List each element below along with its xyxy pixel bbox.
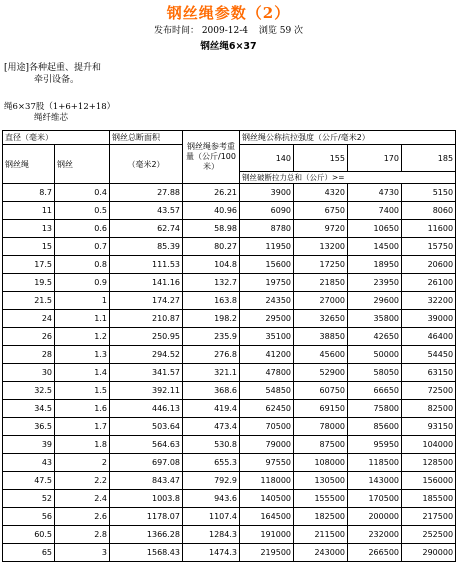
table-cell: 69150 [294, 400, 348, 418]
header-area: 钢丝总断面积 [110, 131, 183, 145]
table-cell: 266500 [348, 544, 402, 562]
table-cell: 156000 [402, 472, 456, 490]
table-cell: 15 [3, 238, 55, 256]
table-cell: 15750 [402, 238, 456, 256]
table-header-row [3, 131, 456, 145]
table-cell: 0.4 [55, 184, 110, 202]
table-cell: 14500 [348, 238, 402, 256]
header-strength: 钢丝绳公称抗拉强度（公斤/毫米2） [240, 131, 456, 145]
table-cell: 2.8 [55, 526, 110, 544]
table-cell: 792.9 [183, 472, 240, 490]
table-cell: 1178.07 [110, 508, 183, 526]
table-cell: 185500 [402, 490, 456, 508]
table-cell: 47.5 [3, 472, 55, 490]
table-cell: 85.39 [110, 238, 183, 256]
table-cell: 104.8 [183, 256, 240, 274]
table-cell: 341.57 [110, 364, 183, 382]
table-cell: 47800 [240, 364, 294, 382]
table-cell: 141.16 [110, 274, 183, 292]
table-cell: 30 [3, 364, 55, 382]
table-cell: 34.5 [3, 400, 55, 418]
table-cell: 8.7 [3, 184, 55, 202]
view-count: 浏览 59 次 [258, 26, 304, 36]
table-cell: 24 [3, 310, 55, 328]
table-row [3, 508, 456, 526]
table-cell: 1003.8 [110, 490, 183, 508]
table-cell: 8780 [240, 220, 294, 238]
table-cell: 503.64 [110, 418, 183, 436]
table-cell: 250.95 [110, 328, 183, 346]
table-cell: 1.4 [55, 364, 110, 382]
table-cell: 0.7 [55, 238, 110, 256]
table-row [3, 436, 456, 454]
table-cell: 65 [3, 544, 55, 562]
table-cell: 1474.3 [183, 544, 240, 562]
table-cell: 11950 [240, 238, 294, 256]
table-cell: 1.7 [55, 418, 110, 436]
table-row [3, 292, 456, 310]
table-cell: 11600 [402, 220, 456, 238]
table-cell: 6090 [240, 202, 294, 220]
table-cell: 78000 [294, 418, 348, 436]
table-cell: 23950 [348, 274, 402, 292]
table-cell: 85600 [348, 418, 402, 436]
header-grade-140: 140 [240, 145, 294, 172]
table-cell: 7400 [348, 202, 402, 220]
table-cell: 72500 [402, 382, 456, 400]
header-grade-155: 155 [294, 145, 348, 172]
table-cell: 15600 [240, 256, 294, 274]
table-cell: 2.2 [55, 472, 110, 490]
table-row [3, 310, 456, 328]
table-cell: 210.87 [110, 310, 183, 328]
table-cell: 42650 [348, 328, 402, 346]
table-cell: 97550 [240, 454, 294, 472]
table-cell: 0.5 [55, 202, 110, 220]
table-cell: 8060 [402, 202, 456, 220]
table-cell: 29500 [240, 310, 294, 328]
table-cell: 164500 [240, 508, 294, 526]
table-cell: 294.52 [110, 346, 183, 364]
table-cell: 155500 [294, 490, 348, 508]
structure-line-2: 绳纤维芯 [34, 113, 69, 123]
table-cell: 26100 [402, 274, 456, 292]
table-cell: 111.53 [110, 256, 183, 274]
structure-line-1: 绳6×37股（1+6+12+18） [4, 102, 116, 112]
table-row [3, 346, 456, 364]
table-row [3, 472, 456, 490]
table-cell: 32.5 [3, 382, 55, 400]
table-cell: 54450 [402, 346, 456, 364]
table-cell: 252500 [402, 526, 456, 544]
table-cell: 60750 [294, 382, 348, 400]
table-row [3, 490, 456, 508]
table-cell: 200000 [348, 508, 402, 526]
table-cell: 26.21 [183, 184, 240, 202]
table-cell: 174.27 [110, 292, 183, 310]
table-row [3, 220, 456, 238]
table-row [3, 328, 456, 346]
table-cell: 3900 [240, 184, 294, 202]
table-cell: 40.96 [183, 202, 240, 220]
table-cell: 170500 [348, 490, 402, 508]
table-cell: 21850 [294, 274, 348, 292]
table-row [3, 256, 456, 274]
header-diameter: 直径（毫米） [3, 131, 110, 145]
table-cell: 697.08 [110, 454, 183, 472]
table-cell: 19750 [240, 274, 294, 292]
table-cell: 3 [55, 544, 110, 562]
table-cell: 87500 [294, 436, 348, 454]
table-cell: 2.4 [55, 490, 110, 508]
table-cell: 0.6 [55, 220, 110, 238]
table-cell: 79000 [240, 436, 294, 454]
table-cell: 1107.4 [183, 508, 240, 526]
table-cell: 6750 [294, 202, 348, 220]
table-cell: 29600 [348, 292, 402, 310]
table-cell: 1.6 [55, 400, 110, 418]
structure-description [4, 102, 115, 124]
table-row [3, 202, 456, 220]
table-cell: 446.13 [110, 400, 183, 418]
table-cell: 13200 [294, 238, 348, 256]
table-cell: 28 [3, 346, 55, 364]
table-cell: 32650 [294, 310, 348, 328]
table-cell: 243000 [294, 544, 348, 562]
table-cell: 58.98 [183, 220, 240, 238]
table-cell: 46400 [402, 328, 456, 346]
table-row [3, 418, 456, 436]
table-cell: 45600 [294, 346, 348, 364]
table-cell: 321.1 [183, 364, 240, 382]
table-cell: 66650 [348, 382, 402, 400]
table-cell: 130500 [294, 472, 348, 490]
table-cell: 27.88 [110, 184, 183, 202]
table-cell: 18950 [348, 256, 402, 274]
table-cell: 198.2 [183, 310, 240, 328]
table-cell: 50000 [348, 346, 402, 364]
table-row [3, 238, 456, 256]
table-cell: 62450 [240, 400, 294, 418]
table-cell: 43 [3, 454, 55, 472]
table-cell: 52900 [294, 364, 348, 382]
table-cell: 191000 [240, 526, 294, 544]
usage-description [4, 62, 101, 86]
table-cell: 132.7 [183, 274, 240, 292]
table-cell: 13 [3, 220, 55, 238]
table-row [3, 364, 456, 382]
table-cell: 217500 [402, 508, 456, 526]
rope-parameter-table [2, 130, 456, 562]
table-cell: 530.8 [183, 436, 240, 454]
header-weight: 钢丝绳参考重量（公斤/100米） [183, 131, 240, 184]
table-cell: 104000 [402, 436, 456, 454]
table-cell: 19.5 [3, 274, 55, 292]
table-cell: 564.63 [110, 436, 183, 454]
table-cell: 56 [3, 508, 55, 526]
table-cell: 368.6 [183, 382, 240, 400]
table-cell: 26 [3, 328, 55, 346]
header-grade-170: 170 [348, 145, 402, 172]
table-cell: 32200 [402, 292, 456, 310]
table-cell: 108000 [294, 454, 348, 472]
table-cell: 140500 [240, 490, 294, 508]
table-cell: 276.8 [183, 346, 240, 364]
table-cell: 17250 [294, 256, 348, 274]
table-cell: 80.27 [183, 238, 240, 256]
table-cell: 1.8 [55, 436, 110, 454]
header-rope-diameter: 钢丝绳 [3, 145, 55, 184]
table-cell: 2.6 [55, 508, 110, 526]
table-cell: 392.11 [110, 382, 183, 400]
table-cell: 1366.28 [110, 526, 183, 544]
table-cell: 118000 [240, 472, 294, 490]
table-cell: 95950 [348, 436, 402, 454]
table-cell: 75800 [348, 400, 402, 418]
table-cell: 35800 [348, 310, 402, 328]
table-cell: 20600 [402, 256, 456, 274]
table-cell: 24350 [240, 292, 294, 310]
table-cell: 0.8 [55, 256, 110, 274]
table-cell: 36.5 [3, 418, 55, 436]
table-cell: 62.74 [110, 220, 183, 238]
table-cell: 1.1 [55, 310, 110, 328]
table-cell: 93150 [402, 418, 456, 436]
table-cell: 1.5 [55, 382, 110, 400]
publish-time: 发布时间： 2009-12-4 [153, 26, 248, 36]
table-cell: 943.6 [183, 490, 240, 508]
table-cell: 63150 [402, 364, 456, 382]
table-cell: 128500 [402, 454, 456, 472]
table-cell: 143000 [348, 472, 402, 490]
table-cell: 1 [55, 292, 110, 310]
table-cell: 5150 [402, 184, 456, 202]
table-cell: 58050 [348, 364, 402, 382]
table-cell: 41200 [240, 346, 294, 364]
table-cell: 70500 [240, 418, 294, 436]
table-cell: 60.5 [3, 526, 55, 544]
table-cell: 54850 [240, 382, 294, 400]
post-meta [0, 23, 457, 36]
page-title: 钢丝绳参数（2） [166, 4, 291, 22]
table-cell: 219500 [240, 544, 294, 562]
table-cell: 473.4 [183, 418, 240, 436]
table-row [3, 400, 456, 418]
table-cell: 21.5 [3, 292, 55, 310]
table-row [3, 454, 456, 472]
table-cell: 0.9 [55, 274, 110, 292]
table-cell: 290000 [402, 544, 456, 562]
table-cell: 211500 [294, 526, 348, 544]
table-cell: 82500 [402, 400, 456, 418]
table-row [3, 274, 456, 292]
usage-line-2: 牵引设备。 [34, 75, 80, 85]
table-cell: 38850 [294, 328, 348, 346]
header-grade-185: 185 [402, 145, 456, 172]
table-cell: 235.9 [183, 328, 240, 346]
table-cell: 9720 [294, 220, 348, 238]
table-cell: 17.5 [3, 256, 55, 274]
header-wire-diameter: 钢丝 [55, 145, 110, 184]
table-cell: 163.8 [183, 292, 240, 310]
rope-spec-subtitle: 钢丝绳6×37 [200, 41, 257, 52]
table-row [3, 382, 456, 400]
table-cell: 419.4 [183, 400, 240, 418]
table-row [3, 526, 456, 544]
table-cell: 1284.3 [183, 526, 240, 544]
table-cell: 27000 [294, 292, 348, 310]
table-cell: 39 [3, 436, 55, 454]
table-cell: 118500 [348, 454, 402, 472]
table-cell: 2 [55, 454, 110, 472]
table-cell: 1568.43 [110, 544, 183, 562]
table-cell: 39000 [402, 310, 456, 328]
table-cell: 11 [3, 202, 55, 220]
table-cell: 35100 [240, 328, 294, 346]
table-cell: 1.3 [55, 346, 110, 364]
table-cell: 655.3 [183, 454, 240, 472]
table-cell: 4730 [348, 184, 402, 202]
table-row [3, 544, 456, 562]
table-cell: 232000 [348, 526, 402, 544]
table-cell: 10650 [348, 220, 402, 238]
header-area-unit: （毫米2） [110, 145, 183, 184]
usage-line-1: [用途]各种起重、提升和 [4, 63, 102, 73]
table-cell: 843.47 [110, 472, 183, 490]
header-breaking-force: 钢丝破断拉力总和（公斤）>= [240, 172, 456, 184]
table-cell: 1.2 [55, 328, 110, 346]
table-row [3, 184, 456, 202]
table-cell: 182500 [294, 508, 348, 526]
table-cell: 43.57 [110, 202, 183, 220]
table-cell: 4320 [294, 184, 348, 202]
table-cell: 52 [3, 490, 55, 508]
